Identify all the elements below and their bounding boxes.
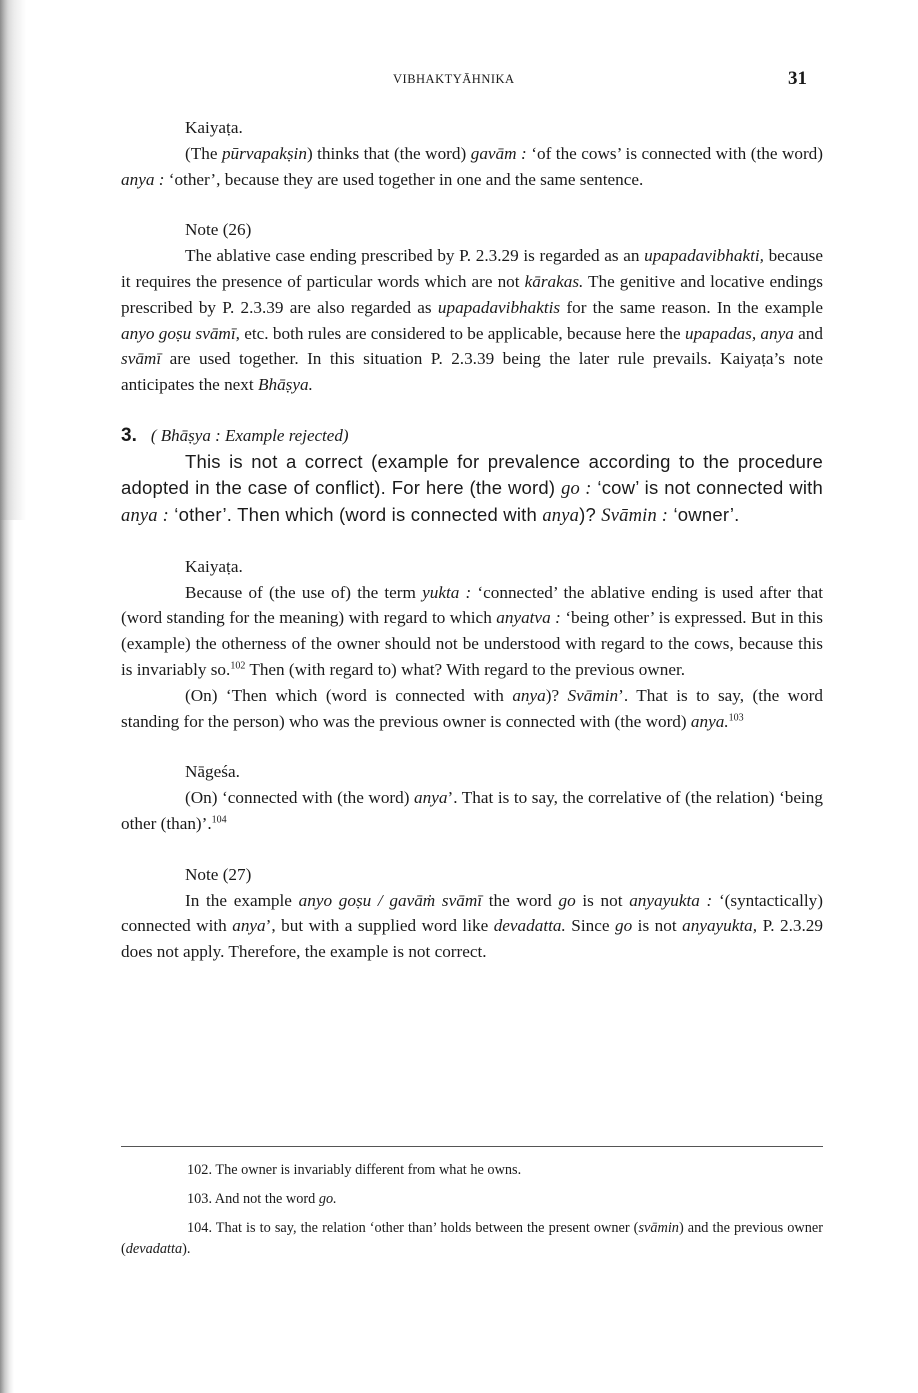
bhasya-paragraph — [121, 449, 823, 529]
text-run: upapadas, anya — [684, 323, 794, 343]
text-run: anya — [542, 505, 580, 526]
nagesa-label: Nāgeśa. — [185, 762, 240, 782]
footnote-ref: 104 — [211, 814, 227, 826]
text-run: upapadavibhakti, — [644, 246, 764, 266]
text-run: ‘other’. Then which (word is connected with — [168, 503, 543, 525]
text-run: Then (with regard to) what? With regard to the previous owner. — [245, 659, 686, 679]
text-run: because it requires the presence of particular words which are not — [121, 246, 823, 291]
nagesa-paragraph — [121, 785, 823, 837]
text-run: anya — [414, 788, 448, 808]
text-run: Svāmin — [567, 685, 619, 705]
text-run: )? — [579, 503, 602, 525]
text-run: is not — [632, 916, 683, 936]
text-run: (On) ‘connected with (the word) — [185, 788, 415, 808]
text-run: )? — [545, 685, 568, 705]
section-number: 3. — [121, 424, 137, 446]
footnote-104 — [121, 1218, 823, 1260]
text-run: anya — [512, 685, 546, 705]
text-run: Svāmin : — [601, 505, 669, 526]
page-number: 31 — [788, 68, 807, 89]
text-run: go — [614, 916, 633, 936]
text-run: anyo goṣu / gavāṁ svāmī — [298, 890, 483, 910]
text-run: yukta : — [422, 582, 472, 602]
text-run: gavām : — [470, 143, 527, 163]
text-run: anya. — [690, 711, 729, 731]
text-run: anyayukta, — [682, 916, 758, 936]
text-run: ‘being other’ is expressed. But in this (example) the otherness of the owner should not be understood with regard to the cows, because this is invariably so. — [121, 608, 823, 679]
text-run: ‘other’, because they are used together in one and the same sentence. — [164, 169, 644, 189]
kaiyata-label-1: Kaiyaṭa. — [185, 118, 243, 137]
section-3-heading — [121, 423, 823, 449]
text-run: anyayukta : — [629, 890, 713, 910]
text-run: ‘connected’ the ablative ending is used after that (word standing for the meaning) with regard to which — [121, 582, 823, 628]
text-run: kārakas. — [524, 271, 584, 291]
text-run: ’. That is to say, the correlative of (the relation) ‘being other (than)’. — [121, 788, 823, 833]
text-run: ). — [182, 1241, 191, 1257]
text-run: upapadavibhaktis — [437, 297, 561, 317]
text-run: In the example — [185, 890, 299, 910]
footnote-ref: 103 — [728, 711, 744, 723]
text-run: the word — [482, 890, 559, 910]
footnote-102 — [121, 1160, 823, 1181]
text-run: ‘(syntactically) connected with — [121, 890, 823, 936]
text-run: devadatta — [125, 1241, 183, 1257]
note-26-label: Note (26) — [185, 220, 252, 240]
text-run: 104. That is to say, the relation ‘other than’ holds between the present owner ( — [187, 1220, 639, 1236]
kaiyata-label-2: Kaiyaṭa. — [185, 556, 243, 576]
text-run: 103. And not the word — [187, 1191, 319, 1207]
text-run: Since — [565, 916, 615, 936]
text-run: P. 2.3.29 does not apply. Therefore, the example is not correct. — [121, 916, 823, 962]
note-26-paragraph — [121, 243, 823, 398]
text-run: anya : — [121, 169, 165, 189]
footnote-ref: 102 — [230, 660, 246, 672]
footnote-rule — [121, 1146, 823, 1147]
text-run: and — [793, 323, 823, 343]
text-run: The ablative case ending prescribed by P. 2.3.29 is regarded as an — [185, 246, 645, 266]
text-run: ’, but with a supplied word like — [265, 916, 494, 936]
text-run: anyatva : — [496, 608, 561, 628]
text-run: Because of (the use of) the term — [185, 582, 423, 602]
text-run: devadatta. — [493, 916, 566, 936]
text-run: (On) ‘Then which (word is connected with — [185, 685, 513, 705]
text-run: ) and the previous owner ( — [121, 1220, 823, 1257]
text-run: This is not a correct (example for prevalence according to the procedure adopted in the case of conflict). For here (the word) — [121, 450, 823, 498]
text-run: anya : — [121, 505, 169, 526]
text-run: go — [558, 890, 576, 910]
section-title: ( Bhāṣya : Example rejected) — [150, 425, 349, 445]
page-header — [0, 68, 918, 92]
text-run: anyo goṣu svāmī, — [121, 323, 240, 343]
kaiyata-paragraph-2a — [121, 580, 823, 683]
text-run: go : — [561, 478, 592, 499]
text-run: ) thinks that (the word) — [306, 143, 471, 163]
text-run: Bhāṣya. — [257, 375, 313, 395]
text-run: The genitive and locative endings prescribed by P. 2.3.39 are also regarded as — [121, 271, 823, 317]
kaiyata-paragraph-2b — [121, 683, 823, 735]
kaiyata-paragraph-1 — [121, 141, 823, 193]
text-run: svāmī — [121, 349, 162, 369]
text-run: are used together. In this situation P. 2.3.39 being the later rule prevails. Kaiyaṭa’s note anticipates the next — [121, 349, 823, 395]
note-27-paragraph — [121, 888, 823, 965]
page-body — [121, 115, 823, 965]
text-run: ‘cow’ is not connected with — [591, 476, 823, 498]
text-run: for the same reason. In the example — [560, 297, 823, 317]
text-run: ‘owner’. — [668, 503, 740, 525]
text-run: anya — [232, 916, 266, 936]
text-run: ‘of the cows’ is connected with (the word) — [526, 143, 824, 163]
footnotes — [121, 1160, 823, 1268]
running-head: VIBHAKTYĀHNIKA — [393, 72, 515, 86]
text-run: etc. both rules are considered to be applicable, because here the — [239, 323, 685, 343]
text-run: go. — [318, 1191, 337, 1207]
footnote-103 — [121, 1189, 823, 1210]
text-run: is not — [575, 890, 630, 910]
text-run: svāmin — [638, 1220, 679, 1236]
text-run: (The — [185, 143, 222, 163]
text-run: ’. That is to say, (the word standing for the person) who was the previous owner is connected with (the word) — [121, 685, 823, 731]
text-run: pūrvapakṣin — [221, 143, 307, 163]
text-run: 102. The owner is invariably different from what he owns. — [187, 1162, 522, 1178]
note-27-label: Note (27) — [185, 864, 252, 884]
